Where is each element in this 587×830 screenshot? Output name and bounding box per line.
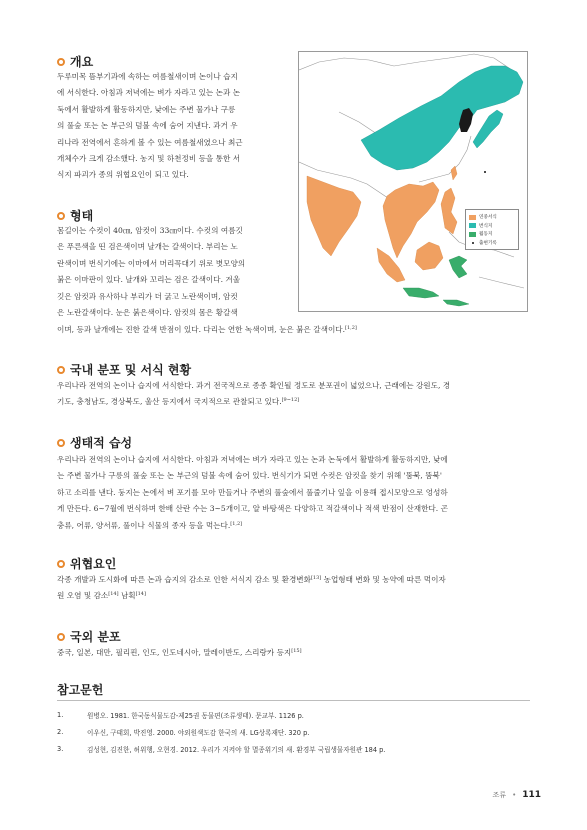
text-line: 두루미목 뜸부기과에 속하는 여름철새이며 논이나 습지 <box>57 72 238 81</box>
section-heading-overview <box>57 53 93 70</box>
map-svg <box>299 52 528 312</box>
legend-label: 월동지 <box>479 232 493 238</box>
reference-item <box>57 706 530 723</box>
morphology-text-last <box>57 322 530 338</box>
text-span: 기도, 충청남도, 경상북도, 울산 등지에서 국지적으로 관찰되고 있다. <box>57 397 282 407</box>
legend-label: 번식지 <box>479 223 493 229</box>
bullet-ring-icon <box>57 633 65 641</box>
text-line: 우리나라 전역의 논이나 습지에 서식한다. 과거 전국적으로 종종 확인될 정도로 분포권이 넓었으나, 근래에는 강원도, 경 <box>57 381 451 390</box>
section-title: 국외 분포 <box>70 630 121 644</box>
bullet-ring-icon <box>57 58 65 66</box>
text-line: 하고 소리를 낸다. 둥지는 논에서 벼 포기를 모아 만들거나 주변의 풀숲에서 풀줄기나 잎을 이용해 접시모양으로 엉성하 <box>57 487 448 497</box>
text-line <box>57 572 530 588</box>
text-line: 은 푸른색을 띤 검은색이며 날개는 갈색이다. 부리는 노 <box>57 242 238 252</box>
reference-item <box>57 740 530 757</box>
page-footer <box>493 790 541 800</box>
reference-number: 1. <box>57 710 64 719</box>
reference-item <box>57 723 530 740</box>
record-dot <box>484 171 486 173</box>
legend-label: 연중서식 <box>479 215 497 221</box>
text-span: 각종 개발과 도시화에 따른 논과 습지의 감소로 인한 서식지 감소 및 환경변화 <box>57 575 311 584</box>
text-line: 란색이며 번식기에는 이마에서 머리꼭대기 위로 볏모양의 <box>57 258 246 268</box>
footer-category: 조류 <box>492 791 507 799</box>
ecology-text <box>57 452 530 534</box>
text-line: 은 노란갈색이다. 눈은 붉은색이다. 암컷의 몸은 황갈색 <box>57 308 238 318</box>
text-line: 의 풀숲 또는 논 부근의 덤불 속에 숨어 지낸다. 과거 우 <box>57 121 238 131</box>
text-line: 는 주변 물가나 구릉의 풀숲 또는 논 부근의 덤불 속에 숨어 있다. 번식기가 되면 수컷은 암컷을 찾기 위해 '뚬북, 뚬북' <box>57 471 442 481</box>
threats-text <box>57 572 530 605</box>
footer-separator: • <box>512 791 517 799</box>
text-span: 농업형태 변화 및 농약에 따른 먹이자 <box>321 575 446 584</box>
text-line: 이며, 등과 날개에는 진한 갈색 반점이 있다. 다리는 연한 녹색이며, 눈은 붉은 갈색이다. <box>57 325 346 334</box>
overview-text <box>57 69 289 184</box>
references-heading: 참고문헌 <box>57 683 104 697</box>
section-heading-overseas <box>57 628 121 645</box>
text-line: 붉은 이마판이 있다. 날개와 꼬리는 검은 갈색이다. 겨울 <box>57 275 241 285</box>
reference-text: 김성현, 김진한, 허위행, 오현경. 2012. 우리가 지켜야 할 멸종위기의 새. 환경부 국립생물자원관 184 p. <box>87 745 386 754</box>
citation: [1,2] <box>230 520 243 527</box>
bullet-ring-icon <box>57 439 65 447</box>
reference-text: 원병오. 1981. 한국동식물도감-제25권 동물편(조류생태). 문교부. 1126 p. <box>87 711 304 720</box>
text-line <box>57 645 530 661</box>
legend-swatch <box>469 215 476 220</box>
text-line: 게 만든다. 6~7월에 번식하며 한배 산란 수는 3~5개이고, 알 바탕색은 다양하고 적갈색이나 적색 반점이 산재한다. 곤 <box>57 504 448 514</box>
bullet-ring-icon <box>57 212 65 220</box>
section-heading-ecology <box>57 434 132 451</box>
legend-item-resident <box>469 213 515 222</box>
text-span: 충류, 어류, 양서류, 풀이나 식물의 종자 등을 먹는다. <box>57 520 231 530</box>
text-line: 몸길이는 수컷이 40㎝, 암컷이 33㎝이다. 수컷의 여름깃 <box>57 226 243 235</box>
legend-item-record <box>469 239 515 248</box>
section-title: 국내 분포 및 서식 현황 <box>70 363 192 377</box>
citation: [13] <box>310 575 322 581</box>
reference-number: 2. <box>57 727 64 736</box>
legend-swatch <box>469 232 476 237</box>
text-span: 남획 <box>118 591 136 601</box>
section-title: 생태적 습성 <box>70 436 133 450</box>
text-line: 깃은 암컷과 유사하나 부리가 더 굵고 노란색이며, 암컷 <box>57 291 238 301</box>
citation: [15] <box>291 648 302 654</box>
morphology-text <box>57 223 289 321</box>
references-list <box>57 706 530 757</box>
bullet-ring-icon <box>57 560 65 568</box>
reference-text: 이우신, 구태회, 박진영. 2000. 야외원색도감 한국의 새. LG상록재단. 320 p. <box>87 728 310 737</box>
text-span: 중국, 일본, 대만, 필리핀, 인도, 인도네시아, 말레이반도, 스리랑카 등지 <box>57 648 292 657</box>
record-dot-icon <box>469 242 476 244</box>
overseas-text <box>57 645 530 661</box>
text-line: 우리나라 전역의 논이나 습지에 서식한다. 아침과 저녁에는 벼가 자라고 있는 논과 논둑에서 활발하게 활동하지만, 낮에 <box>57 455 448 464</box>
text-line: 리나라 전역에서 흔하게 볼 수 있는 여름철새였으나 최근 <box>57 137 243 147</box>
citation: [9~12] <box>281 397 300 404</box>
section-heading-domestic <box>57 361 191 378</box>
text-line <box>57 518 530 534</box>
legend-item-breeding <box>469 222 515 231</box>
section-heading-threats <box>57 555 116 572</box>
section-title: 개요 <box>70 55 94 69</box>
bullet-ring-icon <box>57 366 65 374</box>
references-divider <box>57 700 530 701</box>
section-title: 위협요인 <box>70 557 117 571</box>
citation: [14] <box>108 591 119 598</box>
legend-label: 출현기록 <box>479 240 497 246</box>
text-line <box>57 394 530 410</box>
section-heading-morphology <box>57 207 93 224</box>
text-line: 식지 파괴가 종의 위협요인이 되고 있다. <box>57 170 189 180</box>
legend-item-wintering <box>469 230 515 239</box>
text-line: 에 서식한다. 아침과 저녁에는 벼가 자라고 있는 논과 논 <box>57 88 241 98</box>
page-number: 111 <box>522 790 541 800</box>
distribution-map <box>298 51 528 312</box>
citation: [14] <box>135 591 146 598</box>
citation: [1,2] <box>345 325 357 331</box>
text-line: 개체수가 크게 감소했다. 농지 및 하천정비 등을 통한 서 <box>57 154 241 164</box>
text-line <box>57 588 530 604</box>
domestic-text <box>57 378 530 411</box>
text-span: 원 오염 및 감소 <box>57 591 109 601</box>
text-line: 둑에서 활발하게 활동하지만, 낮에는 주변 물가나 구릉 <box>57 104 236 114</box>
map-legend <box>465 209 519 250</box>
reference-number: 3. <box>57 744 64 753</box>
section-title: 형태 <box>70 209 94 223</box>
legend-swatch <box>469 223 476 228</box>
